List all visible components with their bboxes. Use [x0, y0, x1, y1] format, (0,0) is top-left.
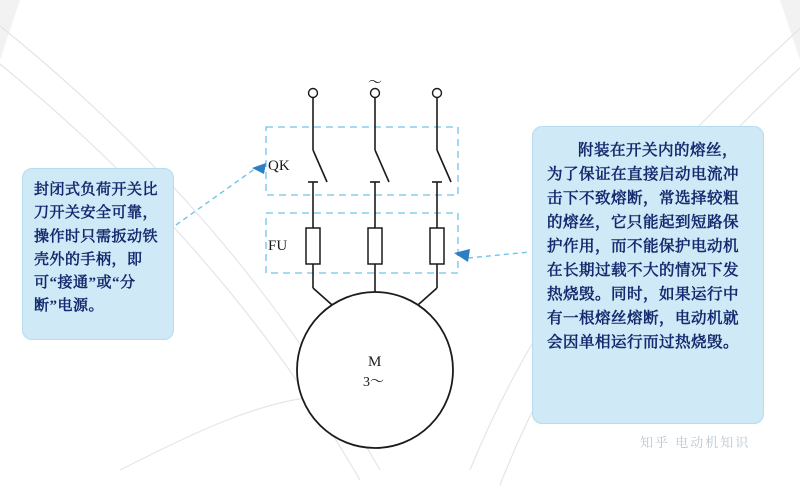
- motor-label: M: [368, 354, 382, 370]
- fuse-l2: [368, 228, 382, 264]
- motor-phase-label: 3～: [363, 375, 384, 390]
- callout-right-text: 附装在开关内的熔丝，为了保证在直接启动电流冲击下不致熔断，常选择较粗的熔丝，它只能起到短路保护作用，而不能保护电动机在长期过载不大的情况下发热烧毁。同时，如果运行中有一根熔丝熔断，电动机就会因单相运行而过热烧毁。: [547, 142, 740, 352]
- terminal-l1: [309, 89, 318, 98]
- watermark: 知乎 电动机知识: [640, 435, 751, 450]
- fuse-l1: [306, 228, 320, 264]
- fuse-label: FU: [268, 238, 288, 254]
- supply-symbol-label: ～: [368, 76, 382, 91]
- callout-right: [532, 126, 764, 424]
- terminal-l3: [433, 89, 442, 98]
- callout-left-text: 封闭式负荷开关比刀开关安全可靠，操作时只需扳动铁壳外的手柄，即可“接通”或“分断”电源。: [34, 182, 159, 315]
- callout-left: [22, 168, 174, 340]
- fuse-l3: [430, 228, 444, 264]
- switch-label: QK: [268, 158, 290, 174]
